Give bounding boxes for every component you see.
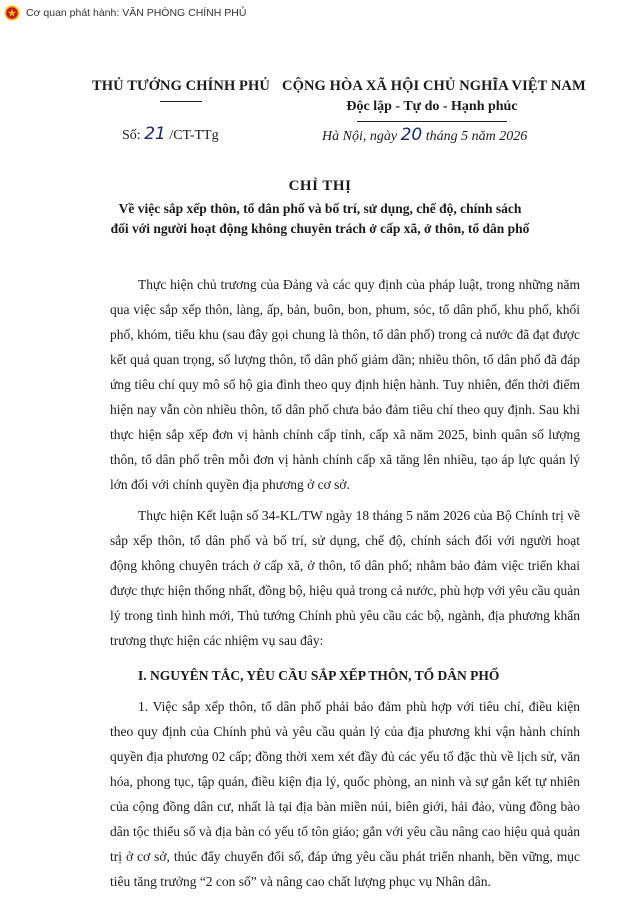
section-heading: I. NGUYÊN TẮC, YÊU CẦU SẮP XẾP THÔN, TỔ DÂN PHỐ xyxy=(138,668,500,683)
date-day: 20 xyxy=(400,125,423,145)
subtitle-line-2: đối với người hoạt động không chuyên trách ở cấp xã, ở thôn, tổ dân phố xyxy=(110,221,530,236)
place-prefix: Hà Nội, ngày xyxy=(322,129,398,144)
number-suffix: /CT-TTg xyxy=(169,128,219,143)
document-body xyxy=(110,272,580,894)
section-paragraph-1: 1. Việc sắp xếp thôn, tổ dân phố phải bảo đảm phù hợp với tiêu chí, điều kiện theo quy định của Chính phủ và yêu cầu quản lý của địa phương khi vận hành chính quyền địa phương 02 cấp; đồng thời xem xét đầy đủ các yếu tố đặc thù về lịch sử, văn hóa, phong tục, tập quán, điều kiện địa lý, quốc phòng, an ninh và sự gắn kết tự nhiên của cộng đồng dân cư, nhất là tại địa bàn miền núi, biên giới, hải đảo, vùng đồng bào dân tộc thiểu số và địa bàn có yếu tố tôn giáo; gắn với yêu cầu nâng cao hiệu quả quản trị ở cơ sở, thúc đẩy chuyển đổi số, đáp ứng yêu cầu phát triển nhanh, bền vững, mục tiêu tăng trưởng “2 con số” và nâng cao chất lượng phục vụ Nhân dân. xyxy=(110,699,580,889)
date-month-year: tháng 5 năm 2026 xyxy=(425,129,528,144)
national-emblem-icon xyxy=(4,5,20,21)
publisher-label: Cơ quan phát hành: VĂN PHÒNG CHÍNH PHỦ xyxy=(26,7,247,19)
motto-underline xyxy=(357,121,507,122)
issuer-underline xyxy=(160,101,202,102)
body-paragraph-2: Thực hiện Kết luận số 34-KL/TW ngày 18 tháng 5 năm 2026 của Bộ Chính trị về sắp xếp thôn, tổ dân phố và bố trí, sử dụng, chế độ, chính sách đối với người hoạt động không chuyên trách ở cấp xã, ở thôn, tổ dân phố; nhằm bảo đảm việc triển khai được thực hiện thống nhất, đồng bộ, hiệu quả trong cả nước, phù hợp với yêu cầu quản lý trong tình hình mới, Thủ tướng Chính phủ yêu cầu các bộ, ngành, địa phương khẩn trương thực hiện các nhiệm vụ sau đây: xyxy=(110,508,580,648)
document-number xyxy=(122,124,219,144)
number-value: 21 xyxy=(144,124,166,144)
number-label: Số: xyxy=(122,128,141,143)
document-title: CHỈ THỊ xyxy=(288,178,352,194)
publisher-strip xyxy=(4,4,246,22)
issuer-block xyxy=(88,78,274,102)
place-date xyxy=(322,125,527,145)
body-paragraph-1: Thực hiện chủ trương của Đảng và các quy định của pháp luật, trong những năm qua việc sắp xếp thôn, làng, ấp, bản, buôn, bon, phum, sóc, tổ dân phố, khu phố, khối phố, khóm, tiểu khu (sau đây gọi chung là thôn, tổ dân phố) trong cả nước đã đạt được kết quả quan trọng, số lượng thôn, tổ dân phố giảm dần; nhiều thôn, tổ dân phố đã đáp ứng tiêu chí quy mô số hộ gia đình theo quy định hiện hành. Tuy nhiên, đến thời điểm hiện nay vẫn còn nhiều thôn, tổ dân phố chưa bảo đảm tiêu chí theo quy định. Sau khi thực hiện sắp xếp đơn vị hành chính cấp tỉnh, cấp xã năm 2025, bình quân số lượng thôn, tổ dân phố trên mỗi đơn vị hành chính cấp xã tăng lên nhiều, tạo áp lực quản lý lớn đối với chính quyền địa phương ở cơ sở. xyxy=(110,277,580,492)
subtitle-line-1: Về việc sắp xếp thôn, tổ dân phố và bố trí, sử dụng, chế độ, chính sách xyxy=(118,201,522,216)
national-motto: Độc lập - Tự do - Hạnh phúc xyxy=(346,99,518,114)
issuer-name: THỦ TƯỚNG CHÍNH PHỦ xyxy=(92,78,270,94)
document-subtitle xyxy=(60,199,580,239)
country-name: CỘNG HÒA XÃ HỘI CHỦ NGHĨA VIỆT NAM xyxy=(282,78,586,94)
national-heading xyxy=(282,78,586,122)
